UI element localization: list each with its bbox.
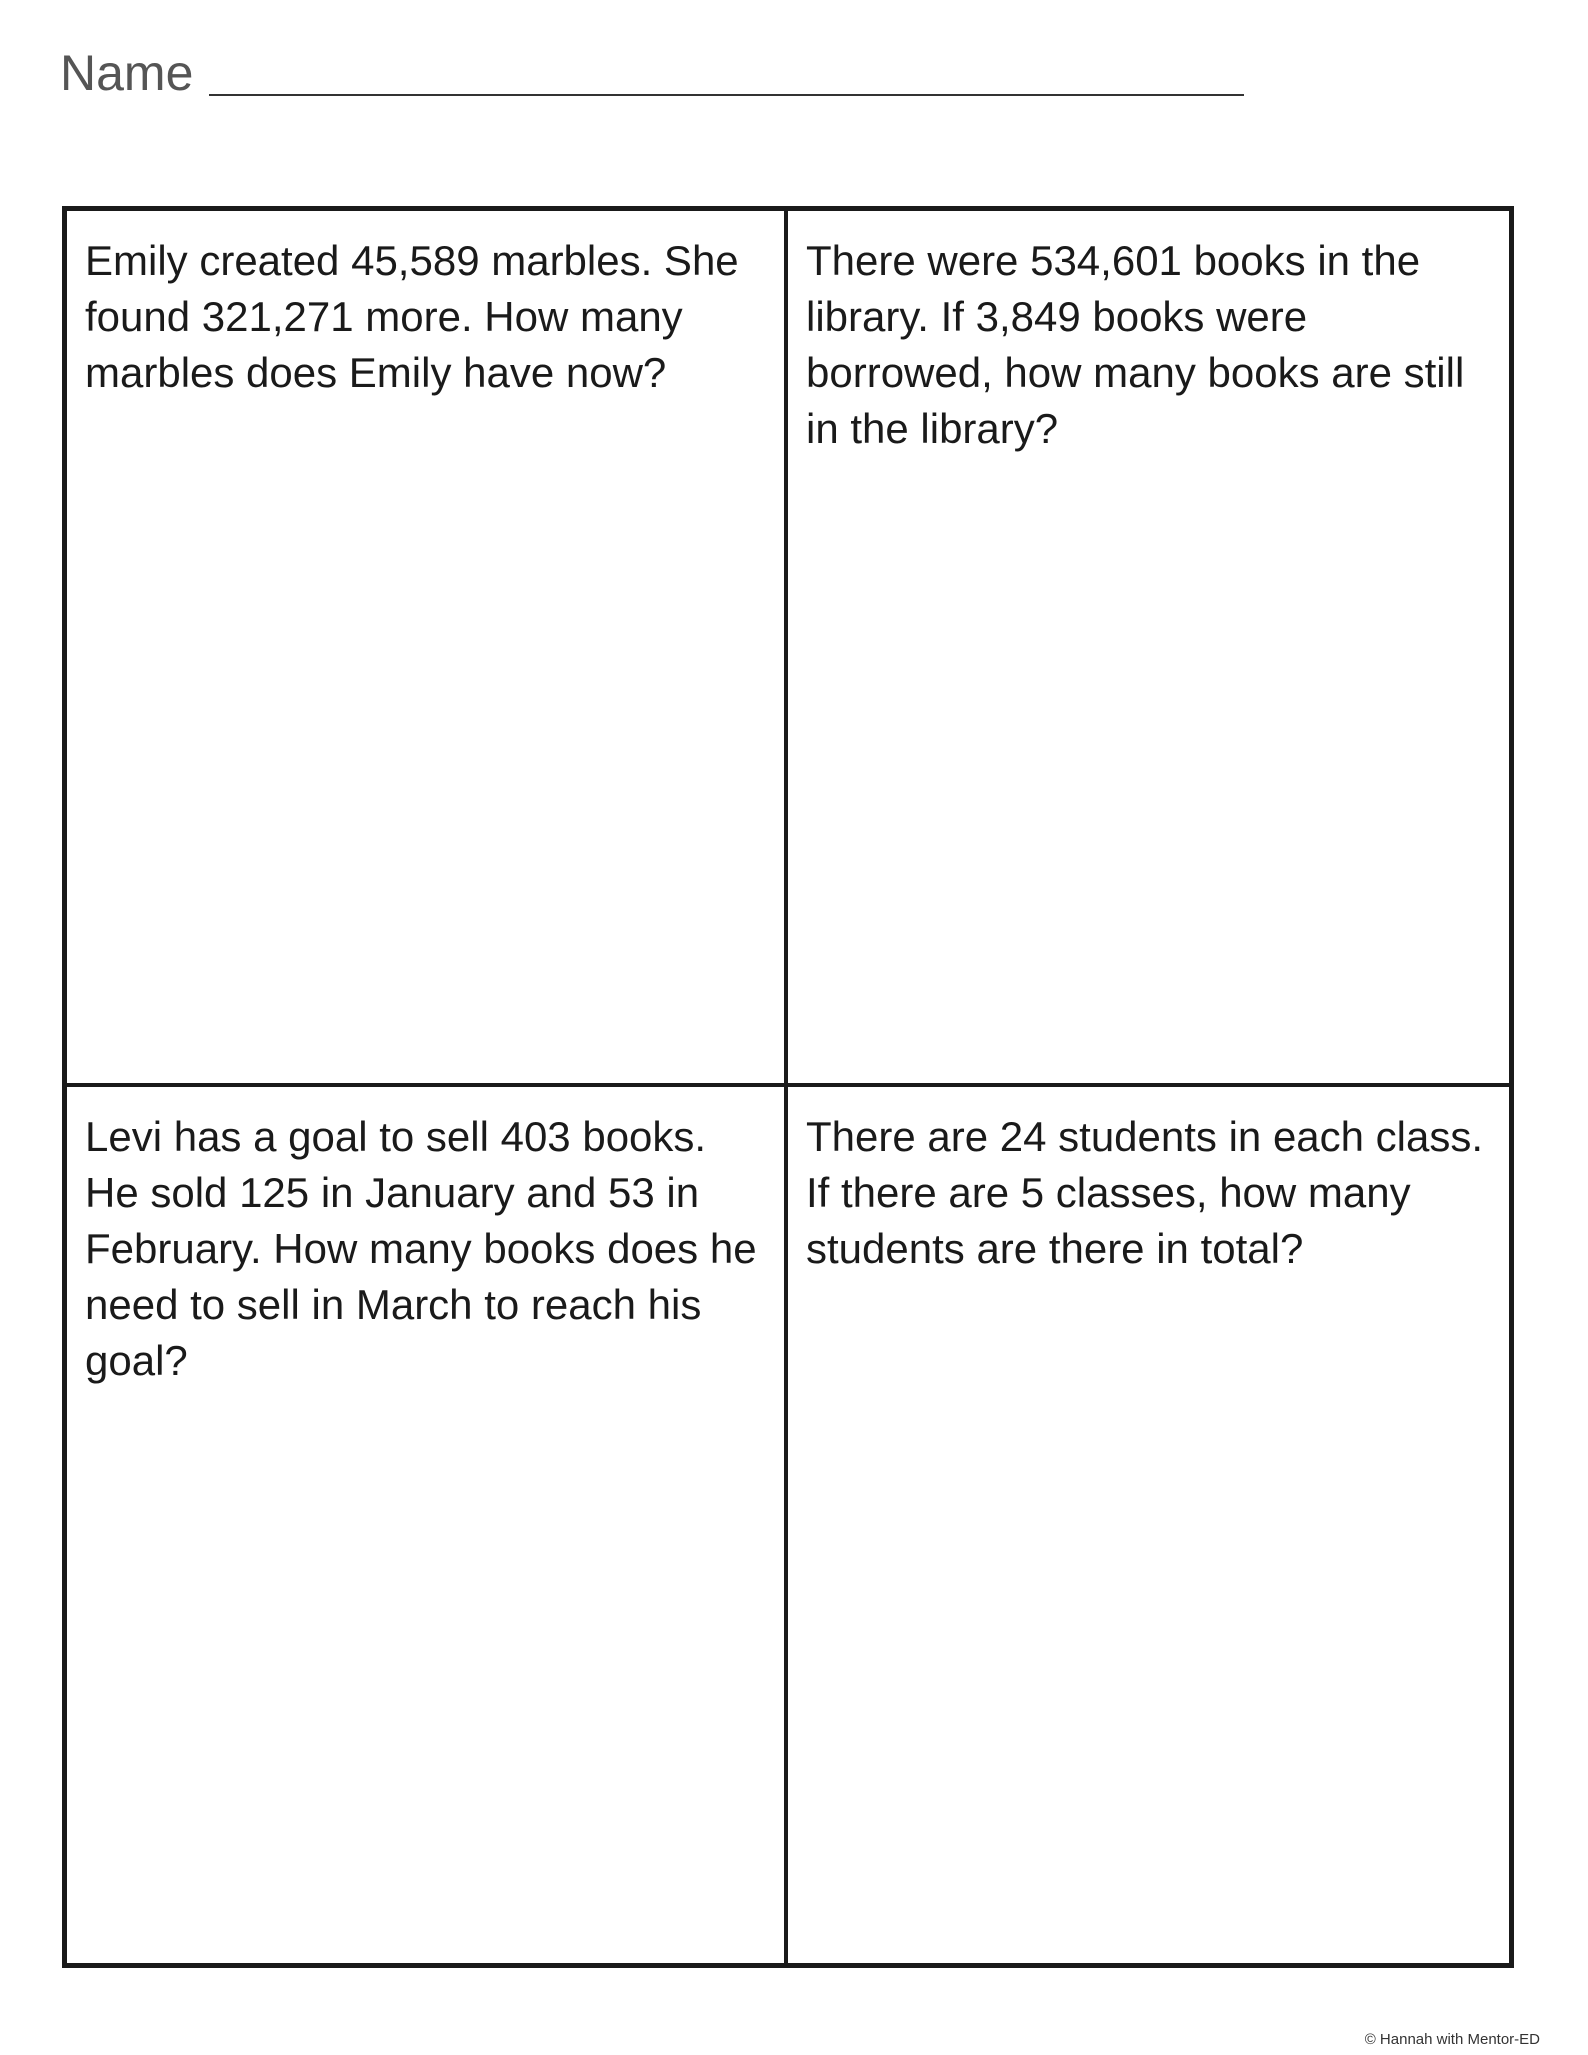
name-label: Name (60, 45, 194, 101)
problem-text-3: Levi has a goal to sell 403 books. He sold 125 in January and 53 in February. How many books does he need to sell in March to reach his goal? (85, 1113, 757, 1384)
problem-box-4[interactable] (788, 1087, 1509, 1963)
name-blank-line[interactable] (209, 94, 1244, 96)
problem-box-3[interactable] (67, 1087, 788, 1963)
name-row (60, 45, 1244, 101)
problem-grid (62, 206, 1514, 1968)
problem-box-2[interactable] (788, 211, 1509, 1087)
copyright-footer: © Hannah with Mentor-ED (1364, 2031, 1540, 2048)
problem-text-2: There were 534,601 books in the library. If 3,849 books were borrowed, how many books are still in the library? (806, 237, 1465, 452)
problem-box-1[interactable] (67, 211, 788, 1087)
problem-text-4: There are 24 students in each class. If there are 5 classes, how many students are there in total? (806, 1113, 1484, 1272)
problem-text-1: Emily created 45,589 marbles. She found 321,271 more. How many marbles does Emily have now? (85, 237, 739, 396)
